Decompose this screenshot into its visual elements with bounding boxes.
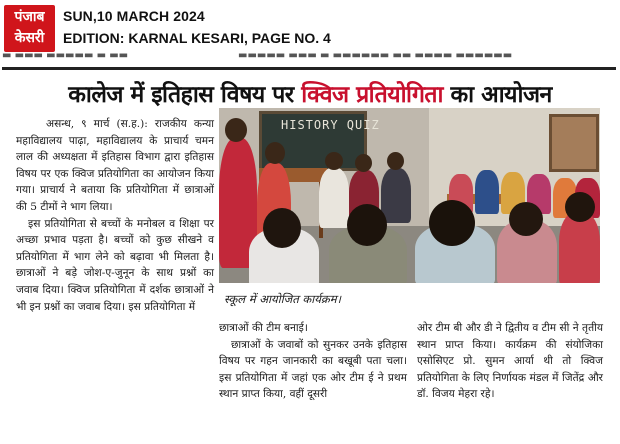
- column-1-paragraph-1: असन्ध, ९ मार्च (स.ह.): राजकीय कन्या महाविद्यालय पाढ़ा, महाविद्यालय के प्राचार्य चमन लाल की अध्यक्षता में इतिहास विभाग द्वारा इतिहास विषय पर एक क्विज प्रतियोगिता का आयोजन किया गया। प्राचार्य ने बताया कि प्रतियोगिता में छात्राओं की 5 टीमों ने भाग लिया।: [16, 118, 214, 213]
- article-headline: [0, 77, 620, 109]
- masthead: [0, 0, 620, 52]
- headline-part-1: कालेज में इतिहास विषय पर: [68, 82, 302, 108]
- photo-person-head: [325, 152, 343, 170]
- clipped-previous-text: [0, 53, 620, 67]
- photo-student-foreground: [559, 212, 600, 283]
- photo-person: [475, 170, 499, 214]
- column-2-paragraph: छात्राओं के जवाबों को सुनकर उनके इतिहास विषय पर गहन जानकारी का बखूबी पता चला। इस प्रतियोगिता में जहां एक ओर टीम ई ने प्रथम स्थान प्राप्त किया, वहीं दूसरी: [219, 338, 407, 401]
- photo-person-head: [387, 152, 404, 170]
- photo-person: [381, 168, 411, 223]
- divider-rule: [2, 67, 616, 70]
- photo-person-head: [225, 118, 247, 142]
- photo-window: [549, 114, 599, 172]
- photo-person-head: [265, 142, 285, 164]
- headline-part-2: का आयोजन: [443, 82, 552, 108]
- photo-person-head: [355, 154, 372, 172]
- blackboard-text: HISTORY QUIZ: [281, 118, 380, 132]
- photo-student-head: [263, 208, 301, 248]
- photo-student-head: [565, 192, 595, 222]
- headline-accent: क्विज प्रतियोगिता: [301, 82, 443, 108]
- photo-student-head: [509, 202, 543, 236]
- photo-student-head: [347, 204, 387, 246]
- article-column-2: [219, 320, 407, 403]
- clipped-text-left: ▬ ▬▬▬ ▬▬▬▬▬ ▬ ▬▬: [2, 53, 129, 61]
- column-1-paragraph-2: इस प्रतियोगिता से बच्चों के मनोबल व शिक्षा पर अच्छा प्रभाव पड़ता है। बच्चों को कुछ सीखने व प्रतियोगिता में भाग लेने को बढ़ावा भी मिलता है। छात्राओं ने बड़े जोश-ए-जुनून के साथ प्रश्नों का जवाब दिया। क्विज प्रतियोगिता में दर्शक छात्राओं ने भी इन प्रश्नों का जवाब दिया। इस प्रतियोगिता में: [16, 217, 214, 313]
- logo-line-2: केसरी: [14, 30, 45, 46]
- article-column-3: [417, 320, 603, 403]
- punjab-kesari-logo: [4, 5, 55, 52]
- photo-caption: स्कूल में आयोजित कार्यक्रम।: [224, 292, 341, 306]
- photo-student-head: [429, 200, 475, 246]
- logo-line-1: पंजाब: [14, 9, 45, 25]
- column-2-continuation: छात्राओं की टीम बनाई।: [219, 322, 308, 334]
- event-photo: [219, 108, 600, 283]
- article-column-1: [16, 116, 214, 315]
- clipped-text-right: ▬▬▬▬▬ ▬▬▬ ▬ ▬▬▬▬▬▬ ▬▬ ▬▬▬▬ ▬▬▬▬▬▬: [238, 53, 513, 61]
- edition-info: EDITION: KARNAL KESARI, PAGE NO. 4: [63, 30, 331, 46]
- column-3-paragraph: ओर टीम बी और डी ने द्वितीय व टीम सी ने तृतीय स्थान प्राप्त किया। कार्यक्रम की संयोजिका एसोसिएट प्रो. सुमन आर्या थी तो क्विज प्रतियोगिता के लिए निर्णायक मंडल में जितेंद्र और डॉ. विजय मेहरा रहे।: [417, 322, 603, 401]
- publication-date: SUN,10 MARCH 2024: [63, 8, 205, 24]
- photo-person: [319, 168, 349, 228]
